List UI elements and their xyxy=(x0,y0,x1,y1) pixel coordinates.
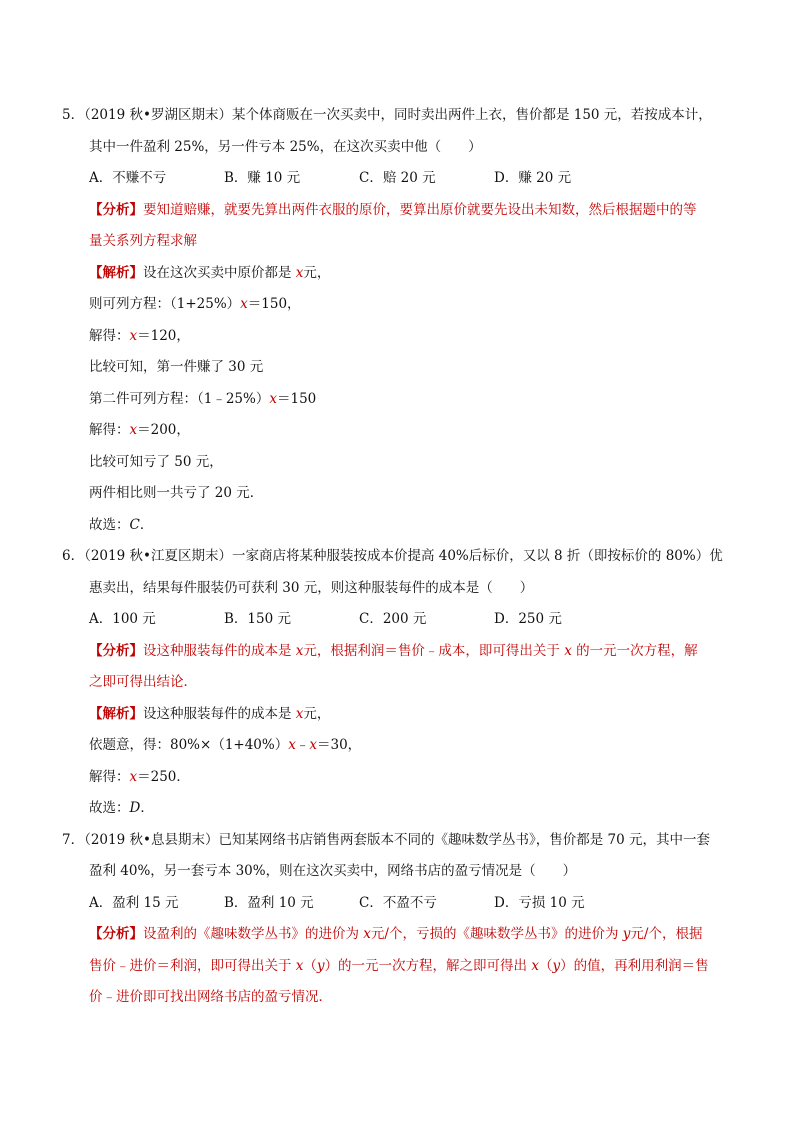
q5-option-c: C．赔 20 元 xyxy=(359,170,436,186)
q7-analysis-var: y xyxy=(622,926,631,942)
q6-solution-tag: 【解析】 xyxy=(89,705,143,722)
q5-solution-text: 第二件可列方程：（1﹣25%） xyxy=(89,390,270,407)
q6-analysis-line-2: 之即可得出结论． xyxy=(89,674,197,690)
q6-solution-text: ＝30， xyxy=(316,737,362,753)
q7-analysis-var: x xyxy=(531,957,539,974)
q5-solution-line-5 xyxy=(62,384,752,416)
q5-answer-label: 故选： xyxy=(89,516,130,533)
q6-options xyxy=(62,604,752,636)
q6-analysis-text: 的一元一次方程，解 xyxy=(571,642,698,659)
q5-option-b: B．赚 10 元 xyxy=(224,170,301,186)
q7-analysis-text: （ xyxy=(538,957,553,974)
q5-solution-text: ＝150， xyxy=(247,296,301,312)
q6-solution-line-2 xyxy=(62,730,752,762)
q5-analysis-line-2: 量关系列方程求解 xyxy=(89,233,197,249)
q5-answer-line xyxy=(62,510,752,542)
q5-solution-text: ＝120， xyxy=(137,327,190,344)
q7-stem-line-2: 盈利 40%，另一套亏本 30%，则在这次买卖中，网络书店的盈亏情况是（ ） xyxy=(89,863,577,879)
q5-solution-line-6 xyxy=(62,415,752,447)
q6-solution-text: 依题意，得：80%×（1+40%） xyxy=(89,737,289,753)
q7-analysis-line-1 xyxy=(62,919,752,951)
q6-solution-text: 解得： xyxy=(89,768,130,785)
q5-answer-value: C xyxy=(129,516,140,533)
q6-solution-var: x xyxy=(309,737,317,753)
q5-analysis-line-1 xyxy=(62,195,752,227)
q5-solution-line-8: 两件相比则一共亏了 20 元． xyxy=(89,485,264,501)
q6-option-c: C．200 元 xyxy=(359,611,427,627)
q5-stem-line-1: 5．（2019 秋•罗湖区期末）某个体商贩在一次买卖中，同时卖出两件上衣，售价都是 150 元，若按成本计， xyxy=(62,107,712,123)
q5-solution-line-1 xyxy=(62,258,752,290)
q5-solution-var: x xyxy=(295,264,304,281)
q7-analysis-var: y xyxy=(316,957,325,974)
q5-analysis-text-1: 要知道赔赚，就要先算出两件衣服的原价，要算出原价就要先设出未知数，然后根据题中的等 xyxy=(143,201,697,218)
q6-answer-end: ． xyxy=(140,800,154,816)
q5-solution-var: x xyxy=(269,390,277,407)
q6-solution-text: ＝250． xyxy=(137,768,190,785)
q6-solution-text: ﹣ xyxy=(295,737,310,753)
q5-solution-text: 解得： xyxy=(89,422,130,438)
q6-solution-line-3 xyxy=(62,762,752,794)
q5-analysis-tag: 【分析】 xyxy=(89,201,143,218)
q5-solution-line-3 xyxy=(62,321,752,353)
q5-solution-text: 设在这次买卖中原价都是 xyxy=(143,264,296,281)
q6-stem-line-2: 惠卖出，结果每件服装仍可获利 30 元，则这种服装每件的成本是（ ） xyxy=(89,579,534,596)
q6-answer-line xyxy=(62,793,752,825)
q6-solution-text: 元， xyxy=(303,705,331,722)
q6-solution-var: x xyxy=(288,737,296,753)
q5-solution-var: x xyxy=(129,327,138,344)
q7-analysis-text: 设盈利的《趣味数学丛书》的进价为 xyxy=(143,926,364,942)
document-content xyxy=(62,100,752,1014)
q7-stem-line-1: 7．（2019 秋•息县期末）已知某网络书店销售两套版本不同的《趣味数学丛书》，售价都是 70 元，其中一套 xyxy=(62,831,710,848)
q6-analysis-var: x xyxy=(295,642,304,659)
q7-analysis-text: 元/个，亏损的《趣味数学丛书》的进价为 xyxy=(370,926,623,942)
q6-analysis-line-1 xyxy=(62,636,752,668)
q6-stem-line-1: 6．（2019 秋•江夏区期末）一家商店将某种服装按成本价提高 40%后标价，又以 8 折（即按标价的 80%）优 xyxy=(62,548,723,564)
q6-solution-line-1 xyxy=(62,699,752,731)
q6-analysis-var: x xyxy=(564,642,572,659)
q7-option-c: C．不盈不亏 xyxy=(359,894,437,911)
q5-options xyxy=(62,163,752,195)
q6-analysis-text: 设这种服装每件的成本是 xyxy=(143,642,296,659)
q7-analysis-var: y xyxy=(552,957,561,974)
q5-solution-text: 元， xyxy=(303,264,331,281)
q5-solution-line-2 xyxy=(62,289,752,321)
q5-stem-line-2: 其中一件盈利 25%，另一件亏本 25%，在这次买卖中他（ ） xyxy=(89,138,482,155)
q5-solution-tag: 【解析】 xyxy=(89,264,143,281)
q5-solution-text: ＝200， xyxy=(137,422,190,438)
q7-analysis-line-2 xyxy=(62,951,752,983)
q7-options xyxy=(62,888,752,920)
q6-solution-var: x xyxy=(129,768,138,785)
q7-analysis-text: （ xyxy=(303,957,317,974)
q7-analysis-line-3: 价﹣进价即可找出网络书店的盈亏情况． xyxy=(89,989,332,1005)
q7-option-b: B．盈利 10 元 xyxy=(224,894,314,911)
q5-solution-var: x xyxy=(240,296,248,312)
q7-analysis-text: ）的一元一次方程，解之即可得出 xyxy=(324,957,532,974)
q5-option-d: D．赚 20 元 xyxy=(494,170,572,186)
q5-option-a: A．不赚不亏 xyxy=(89,170,167,186)
q6-option-d: D．250 元 xyxy=(494,611,562,627)
q6-option-a: A．100 元 xyxy=(89,611,156,627)
q7-analysis-tag: 【分析】 xyxy=(89,926,143,942)
q6-option-b: B．150 元 xyxy=(224,611,291,627)
q7-option-d: D．亏损 10 元 xyxy=(494,894,585,911)
q6-analysis-tag: 【分析】 xyxy=(89,642,143,659)
q7-analysis-text: ）的值，再利用利润＝售 xyxy=(560,957,709,974)
q6-solution-var: x xyxy=(295,705,304,722)
q6-solution-text: 设这种服装每件的成本是 xyxy=(143,705,296,722)
q7-analysis-var: x xyxy=(363,926,371,942)
q5-solution-var: x xyxy=(129,422,138,438)
q7-analysis-text: 元/个，根据 xyxy=(630,926,703,942)
q5-solution-text: 解得： xyxy=(89,327,130,344)
q6-answer-value: D xyxy=(129,800,141,816)
q5-solution-line-7: 比较可知亏了 50 元， xyxy=(89,453,223,470)
q5-answer-end: ． xyxy=(139,516,154,533)
q7-analysis-text: 售价﹣进价＝利润，即可得出关于 xyxy=(89,957,296,974)
q6-answer-label: 故选： xyxy=(89,800,130,816)
q5-solution-text: 则可列方程：（1+25%） xyxy=(89,296,241,312)
q5-solution-line-4: 比较可知，第一件赚了 30 元 xyxy=(89,359,264,375)
q6-analysis-text: 元，根据利润＝售价﹣成本，即可得出关于 xyxy=(303,642,565,659)
q7-option-a: A．盈利 15 元 xyxy=(89,894,179,911)
q5-solution-text: ＝150 xyxy=(276,390,317,407)
q7-analysis-var: x xyxy=(295,957,304,974)
